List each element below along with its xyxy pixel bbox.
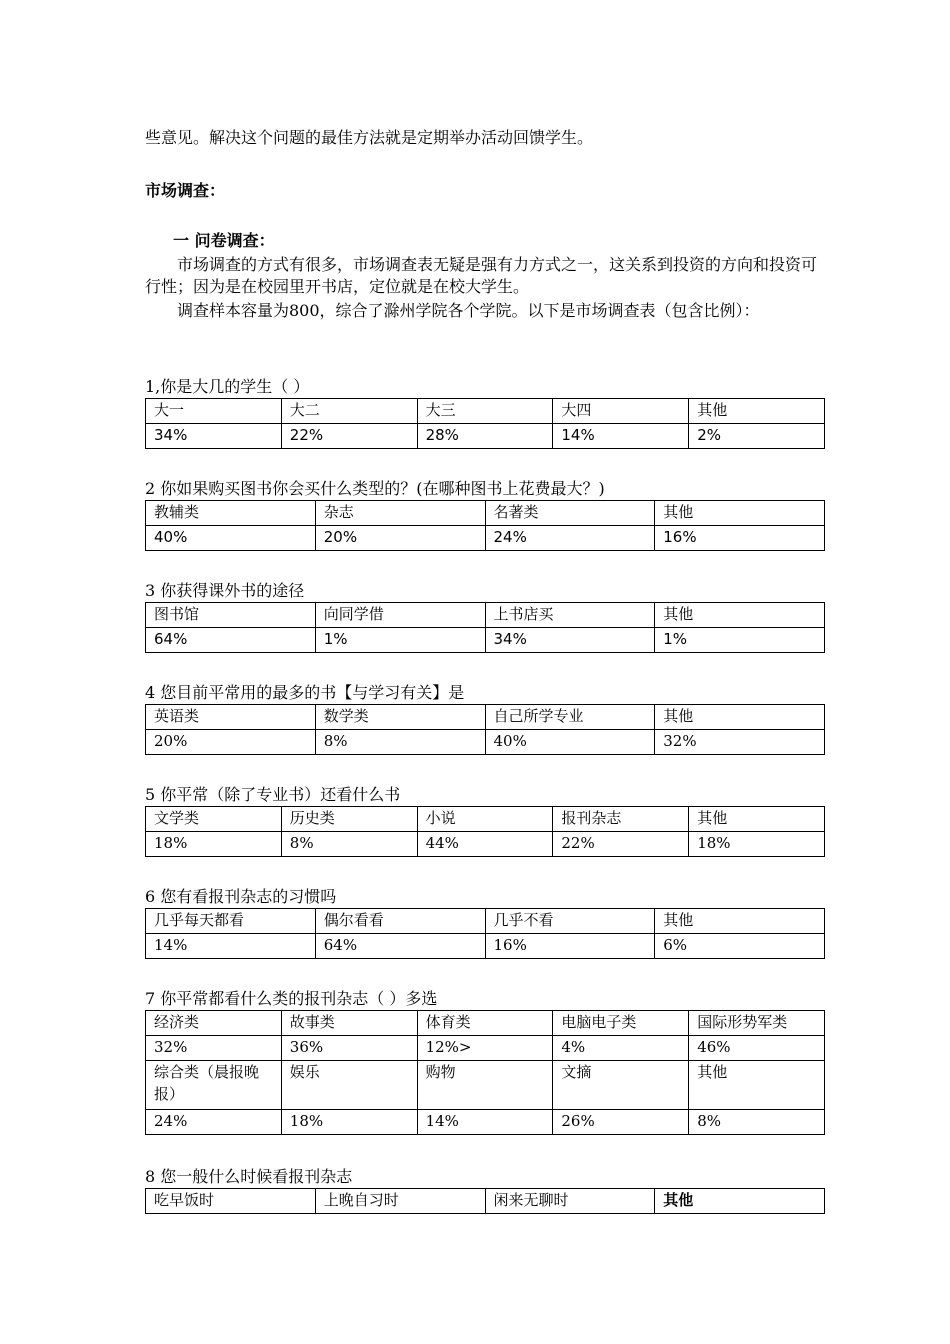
- table-cell: 40%: [485, 730, 655, 755]
- table-cell: 大一: [146, 399, 282, 424]
- table-header-row: [146, 603, 825, 628]
- table-cell: 24%: [485, 526, 655, 551]
- table-cell: 8%: [689, 1110, 825, 1135]
- table-cell: 64%: [315, 934, 485, 959]
- intro-tail-text: 些意见。解决这个问题的最佳方法就是定期举办活动回馈学生。: [145, 128, 594, 147]
- table-cell: 8%: [315, 730, 485, 755]
- table-cell: 国际形势军类: [689, 1011, 825, 1036]
- table-cell: 44%: [417, 832, 553, 857]
- table-cell: 其他: [655, 501, 825, 526]
- table-cell: 其他: [655, 1189, 825, 1214]
- table-cell: 上晚自习时: [315, 1189, 485, 1214]
- question-7-title: 7 你平常都看什么类的报刊杂志（ ）多选: [145, 989, 438, 1008]
- table-cell: 小说: [417, 807, 553, 832]
- table-cell: 其他: [655, 705, 825, 730]
- table-cell: 购物: [417, 1061, 553, 1110]
- question-6-title: 6 您有看报刊杂志的习惯吗: [145, 887, 337, 906]
- table-header-row: [146, 1011, 825, 1036]
- table-row: [146, 1110, 825, 1135]
- table-cell: 2%: [689, 424, 825, 449]
- table-cell: 64%: [146, 628, 316, 653]
- table-cell: 16%: [485, 934, 655, 959]
- table-header-row: [146, 705, 825, 730]
- table-cell: 大四: [553, 399, 689, 424]
- question-7-table: [145, 1010, 825, 1135]
- table-header-row: [146, 399, 825, 424]
- table-cell: 18%: [689, 832, 825, 857]
- table-header-row: [146, 1061, 825, 1110]
- table-cell: 其他: [689, 399, 825, 424]
- table-cell: 大二: [281, 399, 417, 424]
- table-cell: 电脑电子类: [553, 1011, 689, 1036]
- sub-heading: 一 问卷调查：: [173, 231, 275, 250]
- table-cell: 其他: [689, 807, 825, 832]
- table-cell: 4%: [553, 1036, 689, 1061]
- table-cell: 1%: [315, 628, 485, 653]
- table-cell: 几乎不看: [485, 909, 655, 934]
- question-4-title: 4 您目前平常用的最多的书【与学习有关】是: [145, 683, 465, 702]
- table-cell: 14%: [553, 424, 689, 449]
- question-1-title: 1,你是大几的学生（ ）: [145, 377, 310, 396]
- section-heading: 市场调查：: [145, 181, 226, 200]
- table-header-row: [146, 501, 825, 526]
- table-cell: 图书馆: [146, 603, 316, 628]
- question-8-title: 8 您一般什么时候看报刊杂志: [145, 1167, 353, 1186]
- table-cell: 其他: [655, 603, 825, 628]
- table-cell: 报刊杂志: [553, 807, 689, 832]
- table-cell: 36%: [281, 1036, 417, 1061]
- table-cell: 自己所学专业: [485, 705, 655, 730]
- table-row: [146, 628, 825, 653]
- table-cell: 吃早饭时: [146, 1189, 316, 1214]
- question-2-title: 2 你如果购买图书你会买什么类型的？(在哪种图书上花费最大？): [145, 479, 605, 498]
- table-cell: 文学类: [146, 807, 282, 832]
- table-cell: 上书店买: [485, 603, 655, 628]
- table-cell: 18%: [281, 1110, 417, 1135]
- table-cell: 向同学借: [315, 603, 485, 628]
- table-cell: 28%: [417, 424, 553, 449]
- table-cell: 20%: [146, 730, 316, 755]
- question-6-table: [145, 908, 825, 959]
- table-cell: 32%: [655, 730, 825, 755]
- question-3-title: 3 你获得课外书的途径: [145, 581, 305, 600]
- table-cell: 34%: [485, 628, 655, 653]
- table-cell: 体育类: [417, 1011, 553, 1036]
- table-cell: 英语类: [146, 705, 316, 730]
- table-row: [146, 730, 825, 755]
- table-row: [146, 1036, 825, 1061]
- table-cell: 12%>: [417, 1036, 553, 1061]
- table-header-row: [146, 909, 825, 934]
- table-cell: 其他: [689, 1061, 825, 1110]
- table-cell: 14%: [417, 1110, 553, 1135]
- table-cell: 娱乐: [281, 1061, 417, 1110]
- table-cell: 数学类: [315, 705, 485, 730]
- question-2-table: [145, 500, 825, 551]
- table-cell: 大三: [417, 399, 553, 424]
- table-row: [146, 424, 825, 449]
- question-1-table: [145, 398, 825, 449]
- table-cell: 经济类: [146, 1011, 282, 1036]
- table-row: [146, 934, 825, 959]
- table-cell: 22%: [553, 832, 689, 857]
- table-cell: 故事类: [281, 1011, 417, 1036]
- table-cell: 1%: [655, 628, 825, 653]
- table-cell: 闲来无聊时: [485, 1189, 655, 1214]
- table-cell: 文摘: [553, 1061, 689, 1110]
- table-cell: 14%: [146, 934, 316, 959]
- table-cell: 32%: [146, 1036, 282, 1061]
- table-cell: 22%: [281, 424, 417, 449]
- table-cell: 34%: [146, 424, 282, 449]
- table-cell: 教辅类: [146, 501, 316, 526]
- table-cell: 名著类: [485, 501, 655, 526]
- table-header-row: [146, 1189, 825, 1214]
- table-cell: 综合类（晨报晚报）: [146, 1061, 282, 1110]
- table-cell: 6%: [655, 934, 825, 959]
- table-cell: 几乎每天都看: [146, 909, 316, 934]
- paragraph-2: 调查样本容量为800，综合了滁州学院各个学院。以下是市场调查表（包含比例）：: [177, 301, 760, 320]
- paragraph-1: 市场调查的方式有很多，市场调查表无疑是强有力方式之一，这关系到投资的方向和投资可行性；因为是在校园里开书店，定位就是在校大学生。: [145, 255, 818, 296]
- table-cell: 偶尔看看: [315, 909, 485, 934]
- question-5-table: [145, 806, 825, 857]
- table-cell: 40%: [146, 526, 316, 551]
- table-cell: 26%: [553, 1110, 689, 1135]
- table-row: [146, 526, 825, 551]
- table-cell: 46%: [689, 1036, 825, 1061]
- question-5-title: 5 你平常（除了专业书）还看什么书: [145, 785, 401, 804]
- table-cell: 16%: [655, 526, 825, 551]
- table-cell: 18%: [146, 832, 282, 857]
- table-cell: 24%: [146, 1110, 282, 1135]
- table-row: [146, 832, 825, 857]
- table-cell: 8%: [281, 832, 417, 857]
- table-cell: 杂志: [315, 501, 485, 526]
- question-4-table: [145, 704, 825, 755]
- table-header-row: [146, 807, 825, 832]
- table-cell: 其他: [655, 909, 825, 934]
- question-3-table: [145, 602, 825, 653]
- table-cell: 20%: [315, 526, 485, 551]
- table-cell: 历史类: [281, 807, 417, 832]
- question-8-table: [145, 1188, 825, 1214]
